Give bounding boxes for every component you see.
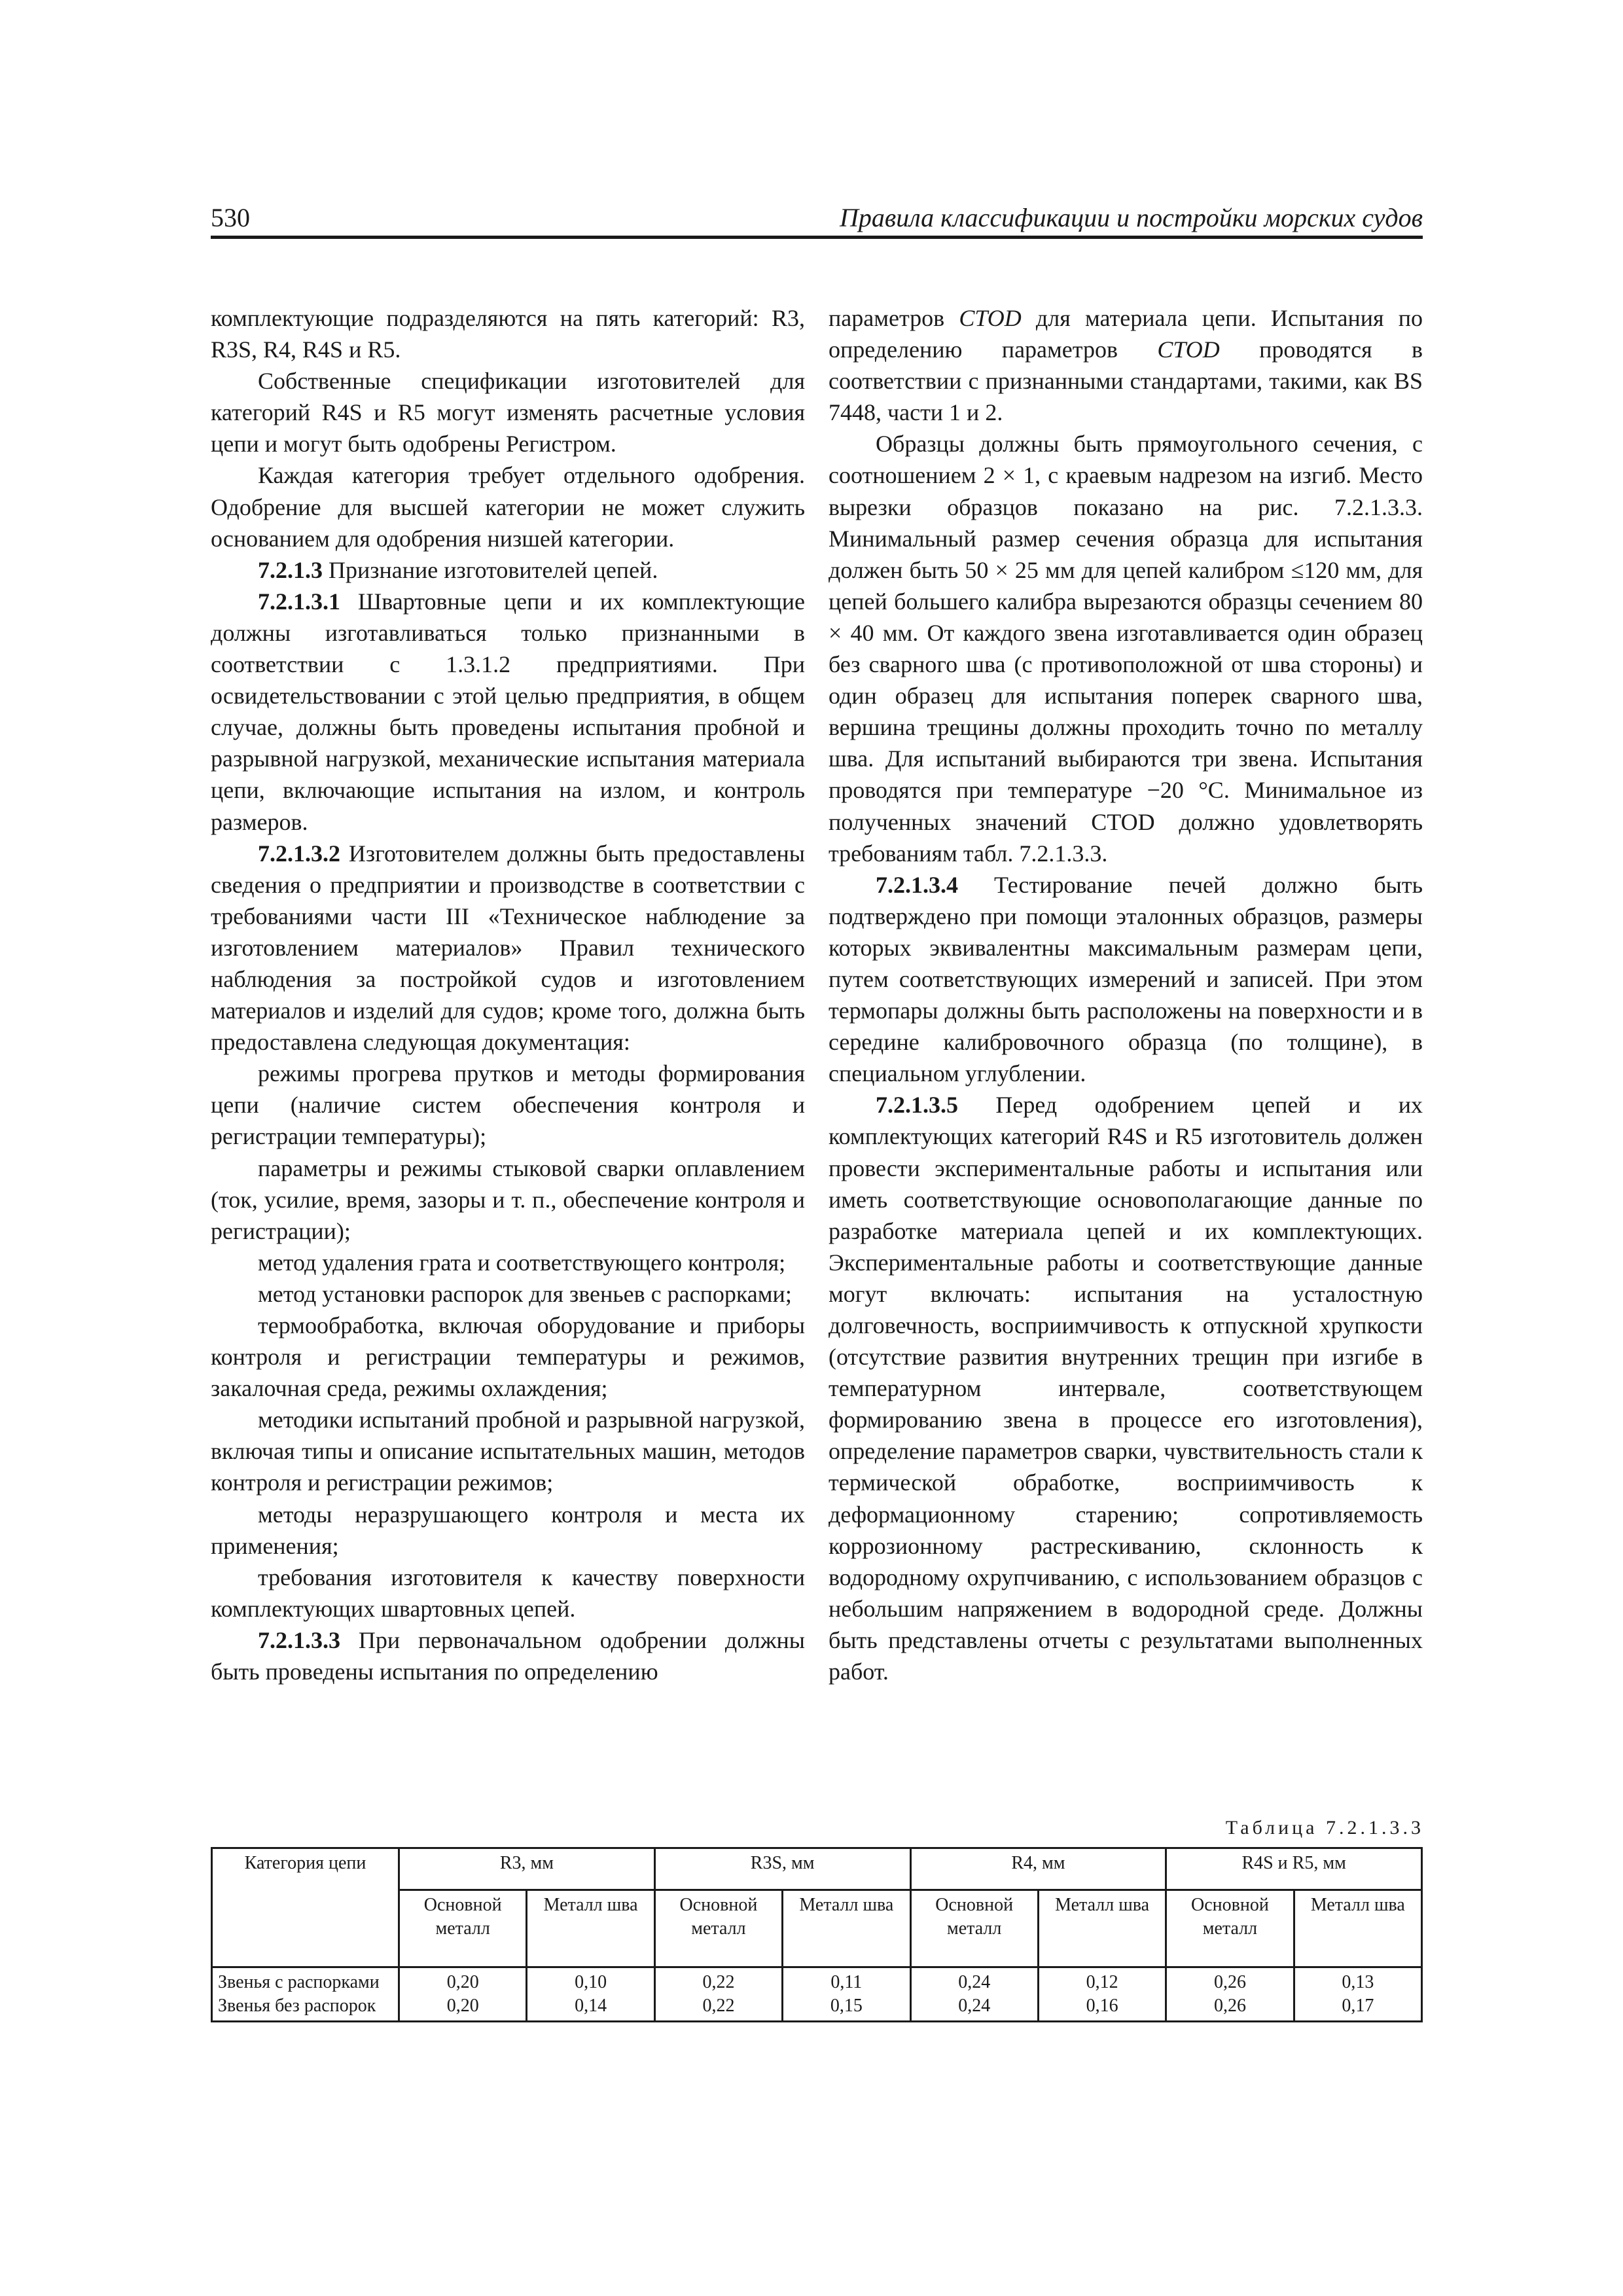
group-header: R3S, мм: [654, 1848, 910, 1890]
paragraph: [211, 586, 805, 838]
group-header: R3, мм: [399, 1848, 655, 1890]
table-row: [212, 1967, 1422, 2022]
paragraph: [211, 838, 805, 1058]
cell-value: 0,13: [1342, 1972, 1374, 1992]
cell-value: 0,26: [1213, 1996, 1246, 2016]
table-cell: [1294, 1967, 1421, 2022]
sub-header: Металл шва: [527, 1890, 654, 1967]
cell-value: 0,11: [830, 1972, 863, 1992]
list-item: метод удаления грата и соответствующего контроля;: [258, 1249, 786, 1276]
cell-value: 0,24: [958, 1996, 991, 2016]
table-subheader-row: [212, 1890, 1422, 1967]
table-cell: [527, 1967, 654, 2022]
sub-header: Металл шва: [1038, 1890, 1166, 1967]
clause-number: 7.2.1.3.2: [258, 840, 340, 867]
paragraph: [829, 302, 1423, 428]
table-cell: [910, 1967, 1038, 2022]
left-column: [211, 302, 805, 1687]
running-title: Правила классификации и постройки морских судов: [839, 203, 1423, 232]
table-cell: [1038, 1967, 1166, 2022]
text-run: параметров: [829, 305, 959, 331]
cell-value: 0,20: [446, 1972, 479, 1992]
sub-header: Металл шва: [783, 1890, 910, 1967]
row-labels: [212, 1967, 399, 2022]
clause-number: 7.2.1.3.4: [876, 871, 958, 898]
section-heading: [211, 554, 805, 586]
table-cell: [654, 1967, 782, 2022]
sub-header: Основной металл: [654, 1890, 782, 1967]
clause-number: 7.2.1.3: [258, 556, 323, 583]
ctod-term: CTOD: [1157, 336, 1220, 363]
table-caption: Таблица 7.2.1.3.3: [1225, 1817, 1424, 1839]
group-header: R4, мм: [910, 1848, 1166, 1890]
cell-value: 0,24: [958, 1972, 991, 1992]
paragraph: [829, 869, 1423, 1090]
paragraph: комплектующие подразделяются на пять категорий: R3, R3S, R4, R4S и R5.: [211, 305, 805, 363]
clause-text: Швартовные цепи и их комплектующие должны изготавливаться только признанными в соответствии с 1.3.1.2 предприятиями. При освидетельствовании с этой целью предприятия, в общем случае, должны быть проведены испытания пробной и разрывной нагрузкой, механические испытания материала цепи, включающие испытания на излом, и контроль размеров.: [211, 588, 805, 835]
paragraph: Образцы должны быть прямоугольного сечения, с соотношением 2 × 1, с краевым надрезом на изгиб. Место вырезки образцов показано на рис. 7.2.1.3.3. Минимальный размер сечения образца для испытания должен быть 50 × 25 мм для цепей калибром ≤120 мм, для цепей большего калибра вырезаются образцы сечением 80 × 40 мм. От каждого звена изготавливается один образец без сварного шва (с противоположной от шва стороны) и один образец для испытания поперек сварного шва, вершина трещины должны проходить точно по металлу шва. Для испытаний выбираются три звена. Испытания проводятся при температуре −20 °С. Минимальное из полученных значений CTOD должно удовлетворять требованиям табл. 7.2.1.3.3.: [829, 431, 1423, 867]
cell-value: 0,14: [575, 1996, 607, 2016]
sub-header: Основной металл: [399, 1890, 527, 1967]
clause-number: 7.2.1.3.3: [258, 1626, 340, 1653]
table-cell: [783, 1967, 910, 2022]
list-item: требования изготовителя к качеству поверхности комплектующих швартовных цепей.: [211, 1564, 805, 1622]
clause-text: Признание изготовителей цепей.: [323, 556, 658, 583]
list-item: параметры и режимы стыковой сварки оплавлением (ток, усилие, время, зазоры и т. п., обеспечение контроля и регистрации);: [211, 1155, 805, 1244]
ctod-table: [211, 1847, 1423, 2022]
list-item: режимы прогрева прутков и методы формирования цепи (наличие систем обеспечения контроля и регистрации температуры);: [211, 1060, 805, 1150]
group-header: R4S и R5, мм: [1166, 1848, 1422, 1890]
list-item: метод установки распорок для звеньев с распорками;: [258, 1280, 792, 1307]
table-header-row: [212, 1848, 1422, 1890]
list-item: термообработка, включая оборудование и приборы контроля и регистрации температуры и режимов, закалочная среда, режимы охлаждения;: [211, 1312, 805, 1402]
cell-value: 0,15: [830, 1996, 863, 2016]
sub-header: Основной металл: [1166, 1890, 1294, 1967]
row-label: Звенья с распорками: [218, 1972, 380, 1992]
paragraph: [211, 1624, 805, 1687]
text-run: проводятся в соответствии с признанными стандартами, такими, как BS 7448, части 1 и 2.: [829, 336, 1423, 426]
paragraph: [829, 1089, 1423, 1687]
sub-header: Основной металл: [910, 1890, 1038, 1967]
corner-filler: [212, 1890, 399, 1967]
row-label: Звенья без распорок: [218, 1996, 376, 2016]
clause-text: При первоначальном одобрении должны быть проведены испытания по определению: [211, 1626, 805, 1685]
cell-value: 0,12: [1086, 1972, 1118, 1992]
clause-number: 7.2.1.3.5: [876, 1092, 958, 1119]
sub-header: Металл шва: [1294, 1890, 1421, 1967]
ctod-term: CTOD: [959, 305, 1022, 331]
list-item: методы неразрушающего контроля и места их применения;: [211, 1501, 805, 1559]
clause-number: 7.2.1.3.1: [258, 588, 340, 615]
clause-text: Изготовителем должны быть предоставлены сведения о предприятии и производстве в соответствии с требованиями части III «Техническое наблюдение за изготовлением материалов» Правил технического наблюдения за постройкой судов и изготовлением материалов и изделий для судов; кроме того, должна быть предоставлена следующая документация:: [211, 840, 805, 1056]
table-cell: [399, 1967, 527, 2022]
cell-value: 0,20: [446, 1996, 479, 2016]
list-item: методики испытаний пробной и разрывной нагрузкой, включая типы и описание испытательных машин, методов контроля и регистрации режимов;: [211, 1407, 805, 1496]
cell-value: 0,22: [702, 1972, 735, 1992]
page-number: 530: [211, 203, 250, 232]
clause-text: Перед одобрением цепей и их комплектующих категорий R4S и R5 изготовитель должен провести экспериментальные работы и испытания или иметь соответствующие основополагающие данные по разработке материала цепей и их комплектующих. Экспериментальные работы и соответствующие данные могут включать: испытания на усталостную долговечность, восприимчивость к отпускной хрупкости (отсутствие развития внутренних трещин при изгибе в температурном интервале, соответствующем формированию звена в процессе его изготовления), определение параметров сварки, чувствительность стали к термической обработке, восприимчивость к деформационному старению; сопротивляемость коррозионному растрескиванию, склонность к водородному охрупчиванию, с использованием образцов с небольшим напряжением в водородной среде. Должны быть представлены отчеты с результатами выполненных работ.: [829, 1092, 1423, 1685]
page-header: [211, 200, 1423, 239]
text-run: для материала цепи. Испытания по определению параметров: [829, 305, 1423, 363]
paragraph: Каждая категория требует отдельного одобрения. Одобрение для высшей категории не может служить основанием для одобрения низшей категории.: [211, 462, 805, 552]
cell-value: 0,26: [1213, 1972, 1246, 1992]
paragraph: Собственные спецификации изготовителей для категорий R4S и R5 могут изменять расчетные условия цепи и могут быть одобрены Регистром.: [211, 368, 805, 457]
right-column: [829, 302, 1423, 1687]
cell-value: 0,22: [702, 1996, 735, 2016]
table-cell: [1166, 1967, 1294, 2022]
cell-value: 0,16: [1086, 1996, 1118, 2016]
clause-text: Тестирование печей должно быть подтверждено при помощи эталонных образцов, размеры которых эквивалентны максимальным размерам цепи, путем соответствующих измерений и записей. При этом термопары должны быть расположены на поверхности и в середине калибровочного образца (по толщине), в специальном углублении.: [829, 871, 1423, 1087]
corner-header: Категория цепи: [212, 1848, 399, 1890]
cell-value: 0,10: [575, 1972, 607, 1992]
cell-value: 0,17: [1342, 1996, 1374, 2016]
